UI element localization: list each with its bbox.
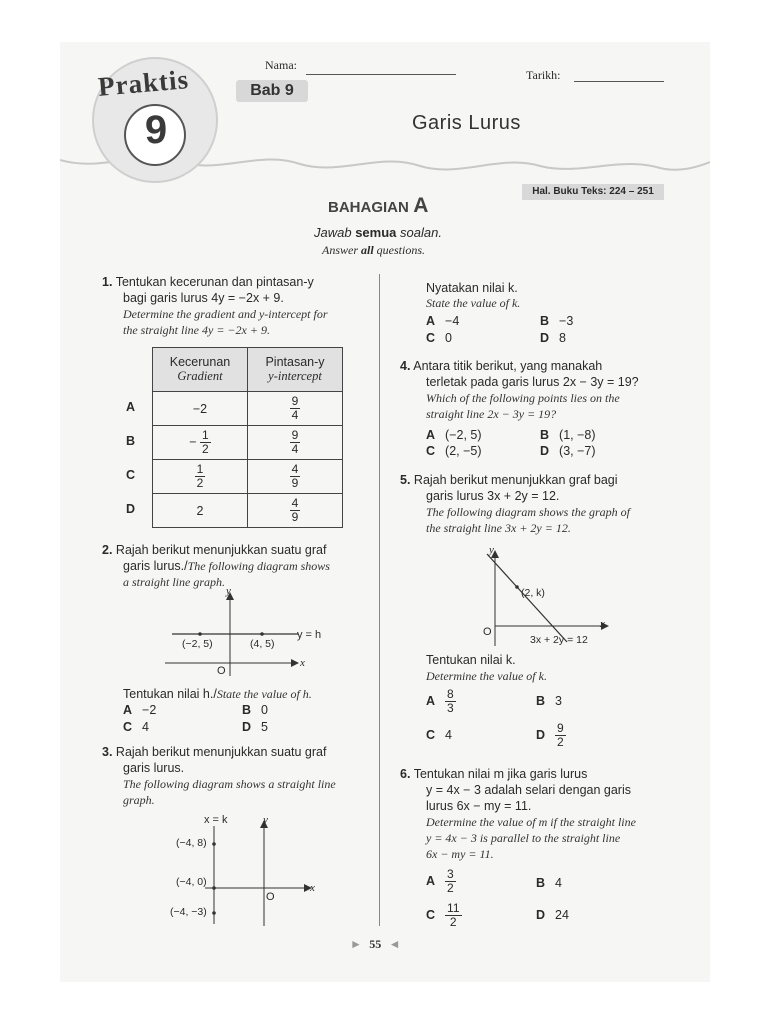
q3-option-d[interactable]: D 8 bbox=[540, 331, 566, 345]
q3-y-axis-label: y bbox=[263, 814, 268, 826]
q3-ask-en: State the value of k. bbox=[426, 296, 521, 310]
q6-option-b[interactable]: B 4 bbox=[536, 876, 562, 890]
row-label-b: B bbox=[126, 434, 136, 448]
q5-origin: O bbox=[483, 626, 492, 638]
q5-line-label: 3x + 2y = 12 bbox=[530, 634, 588, 646]
q2-option-d[interactable]: D 5 bbox=[242, 720, 268, 734]
q2-point-1: (−2, 5) bbox=[182, 638, 213, 650]
nama-label: Nama: bbox=[265, 58, 297, 72]
praktis-title: Praktis bbox=[96, 64, 191, 102]
table-row: −2 $\frac{9}{4}$ bbox=[153, 392, 343, 426]
row-label-d: D bbox=[126, 502, 136, 516]
table-row: 2 $\frac{4}{9}$ bbox=[153, 494, 343, 528]
q2-ask: Tentukan nilai h./State the value of h. bbox=[123, 687, 312, 701]
q4-option-c[interactable]: C (2, −5) bbox=[426, 444, 482, 458]
graph-q2 bbox=[160, 590, 360, 676]
tarikh-field[interactable] bbox=[574, 81, 664, 82]
table-row: $\frac{1}{2}$ $\frac{4}{9}$ bbox=[153, 460, 343, 494]
bab-badge: Bab 9 bbox=[236, 80, 308, 102]
q4-option-d[interactable]: D (3, −7) bbox=[540, 444, 596, 458]
q2-point-2: (4, 5) bbox=[250, 638, 275, 650]
q5-option-d[interactable]: D $\frac{9}{2}$ bbox=[536, 721, 564, 749]
question-3: 3. Rajah berikut menunjukkan suatu graf garis lurus. The following diagram shows a straight line graph. bbox=[102, 745, 336, 807]
q5-option-c[interactable]: C 4 bbox=[426, 728, 452, 742]
question-1: 1. Tentukan kecerunan dan pintasan-y bagi garis lurus 4y = −2x + 9. Determine the gradient and y-intercept for the straight line 4y = −2x + 9. bbox=[102, 275, 328, 337]
q3-ask-ms: Nyatakan nilai k. bbox=[426, 281, 518, 295]
arrow-right-icon: ► bbox=[350, 937, 362, 951]
row-label-c: C bbox=[126, 468, 136, 482]
question-6: 6. Tentukan nilai m jika garis lurus y = 4x − 3 adalah selari dengan garis lurus 6x − my = 11. Determine the value of m if the straight line y = 4x − 3 is parallel to the straight line 6x − my = 11. bbox=[400, 767, 636, 861]
praktis-number: 9 bbox=[144, 108, 168, 152]
q2-option-c[interactable]: C 4 bbox=[123, 720, 149, 734]
question-4: 4. Antara titik berikut, yang manakah terletak pada garis lurus 2x − 3y = 19? Which of the following points lies on the straight line 2x − 3y = 19? bbox=[400, 359, 639, 421]
q3-point-3: (−4, −3) bbox=[170, 906, 207, 918]
q6-option-d[interactable]: D 24 bbox=[536, 908, 569, 922]
chapter-title: Garis Lurus bbox=[412, 112, 521, 134]
q2-option-b[interactable]: B 0 bbox=[242, 703, 268, 717]
q5-y-axis-label: y bbox=[489, 544, 494, 556]
q5-point: (2, k) bbox=[521, 587, 545, 599]
question-5: 5. Rajah berikut menunjukkan graf bagi garis lurus 3x + 2y = 12. The following diagram shows the graph of the straight line 3x + 2y = 12. bbox=[400, 473, 631, 535]
q5-ask-en: Determine the value of k. bbox=[426, 669, 547, 683]
q3-x-axis-label: x bbox=[310, 882, 315, 894]
table-row: − $\frac{1}{2}$ $\frac{9}{4}$ bbox=[153, 426, 343, 460]
q6-option-c[interactable]: C $\frac{11}{2}$ bbox=[426, 901, 460, 929]
q5-x-axis-label: x bbox=[600, 618, 605, 630]
q3-option-b[interactable]: B −3 bbox=[540, 314, 574, 328]
instruction-en: Answer all questions. bbox=[322, 243, 426, 257]
q5-ask-ms: Tentukan nilai k. bbox=[426, 653, 516, 667]
textbook-ref: Hal. Buku Teks: 224 – 251 bbox=[522, 184, 664, 200]
q3-option-a[interactable]: A −4 bbox=[426, 314, 460, 328]
page-number: 55 bbox=[369, 937, 382, 951]
q3-origin: O bbox=[266, 891, 275, 903]
nama-field[interactable] bbox=[306, 74, 456, 75]
row-label-a: A bbox=[126, 400, 136, 414]
q3-option-c[interactable]: C 0 bbox=[426, 331, 452, 345]
q2-x-axis-label: x bbox=[300, 657, 305, 669]
page-footer bbox=[350, 937, 400, 952]
q3-point-1: (−4, 8) bbox=[176, 837, 207, 849]
q4-option-a[interactable]: A (−2, 5) bbox=[426, 428, 482, 442]
section-title: BAHAGIAN A bbox=[328, 194, 429, 217]
arrow-left-icon: ◄ bbox=[388, 937, 401, 951]
q5-option-a[interactable]: A $\frac{8}{3}$ bbox=[426, 687, 454, 715]
q6-option-a[interactable]: A $\frac{3}{2}$ bbox=[426, 867, 454, 895]
q3-point-2: (−4, 0) bbox=[176, 876, 207, 888]
q2-line-label: y = h bbox=[297, 629, 322, 641]
worksheet-page bbox=[60, 42, 710, 982]
q2-option-a[interactable]: A −2 bbox=[123, 703, 157, 717]
column-divider bbox=[379, 274, 380, 926]
q5-option-b[interactable]: B 3 bbox=[536, 694, 562, 708]
answer-table-q1: Kecerunan Gradient Pintasan-y y-intercept −2 $\frac{9}{4}$ − $\frac{1}{2}$ $\frac{9}{4}$ $\frac{1}{2}$ $\frac{4}{9}$ 2 $\frac{4}{9}$ bbox=[152, 347, 343, 528]
q2-y-axis-label: y bbox=[226, 585, 231, 597]
instruction-ms: Jawab semua soalan. bbox=[314, 225, 442, 240]
q3-line-label: x = k bbox=[204, 814, 228, 826]
q4-option-b[interactable]: B (1, −8) bbox=[540, 428, 596, 442]
question-2: 2. Rajah berikut menunjukkan suatu graf garis lurus./The following diagram shows a straight line graph. bbox=[102, 543, 330, 589]
tarikh-label: Tarikh: bbox=[526, 68, 561, 82]
q2-origin: O bbox=[217, 665, 226, 677]
